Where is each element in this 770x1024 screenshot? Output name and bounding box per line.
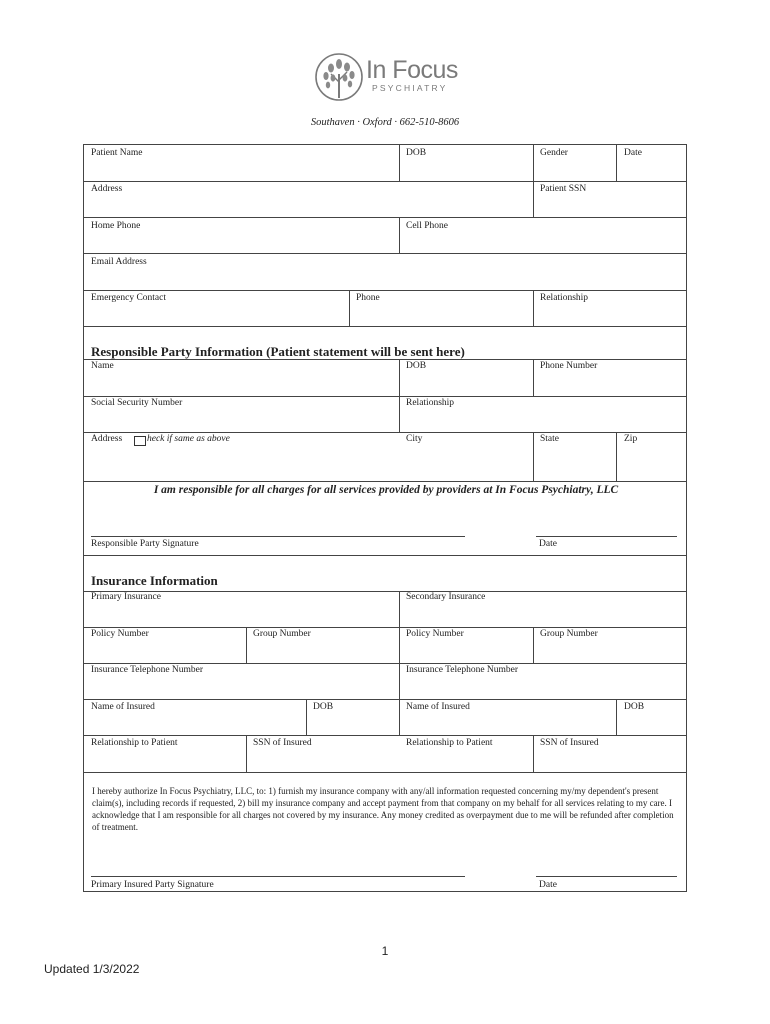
same-as-above-label: heck if same as above xyxy=(147,434,230,444)
column-divider xyxy=(246,735,247,772)
row-divider xyxy=(84,699,686,700)
responsible-dob-field[interactable]: DOB xyxy=(406,361,427,371)
column-divider xyxy=(399,359,400,432)
row-divider xyxy=(84,735,686,736)
secondary-insured-dob-field[interactable]: DOB xyxy=(624,702,645,712)
patient-ssn-field[interactable]: Patient SSN xyxy=(540,184,587,194)
primary-policy-number-field[interactable]: Policy Number xyxy=(91,629,149,639)
primary-insured-dob-field[interactable]: DOB xyxy=(313,702,334,712)
patient-dob-field[interactable]: DOB xyxy=(406,148,427,158)
secondary-group-number-field[interactable]: Group Number xyxy=(540,629,598,639)
row-divider xyxy=(84,481,686,482)
brand-subtitle: PSYCHIATRY xyxy=(372,83,448,93)
emergency-relationship-field[interactable]: Relationship xyxy=(540,293,589,303)
column-divider xyxy=(399,217,400,253)
column-divider xyxy=(533,735,534,772)
responsible-date-line[interactable] xyxy=(536,536,677,537)
brand-name: In Focus xyxy=(366,56,458,84)
column-divider xyxy=(533,145,534,217)
column-divider xyxy=(533,432,534,481)
row-divider xyxy=(84,217,686,218)
column-divider xyxy=(349,290,350,326)
secondary-insured-name-field[interactable]: Name of Insured xyxy=(406,702,470,712)
secondary-telephone-field[interactable]: Insurance Telephone Number xyxy=(406,665,519,675)
column-divider xyxy=(616,699,617,735)
primary-insured-name-field[interactable]: Name of Insured xyxy=(91,702,155,712)
emergency-contact-field[interactable]: Emergency Contact xyxy=(91,293,167,303)
secondary-policy-number-field[interactable]: Policy Number xyxy=(406,629,464,639)
row-divider xyxy=(84,290,686,291)
column-divider xyxy=(246,627,247,663)
locations-line: Southaven · Oxford · 662-510-8606 xyxy=(310,117,460,128)
tree-logo-icon xyxy=(314,52,364,102)
logo xyxy=(314,50,464,106)
responsible-zip-field[interactable]: Zip xyxy=(624,434,638,444)
responsible-signature-label: Responsible Party Signature xyxy=(91,539,199,549)
email-address-field[interactable]: Email Address xyxy=(91,257,147,267)
primary-telephone-field[interactable]: Insurance Telephone Number xyxy=(91,665,204,675)
column-divider xyxy=(616,145,617,181)
row-divider xyxy=(84,772,686,773)
row-divider xyxy=(84,253,686,254)
column-divider xyxy=(306,699,307,735)
row-divider xyxy=(84,432,686,433)
responsible-party-heading: Responsible Party Information (Patient statement will be sent here) xyxy=(91,344,465,359)
secondary-relationship-field[interactable]: Relationship to Patient xyxy=(406,738,493,748)
responsible-name-field[interactable]: Name xyxy=(91,361,114,371)
responsible-city-field[interactable]: City xyxy=(406,434,423,444)
address-field[interactable]: Address xyxy=(91,184,123,194)
primary-ssn-insured-field[interactable]: SSN of Insured xyxy=(253,738,312,748)
registration-form xyxy=(83,144,687,892)
insured-date-line[interactable] xyxy=(536,876,677,877)
secondary-insurance-field[interactable]: Secondary Insurance xyxy=(406,592,486,602)
home-phone-field[interactable]: Home Phone xyxy=(91,221,141,231)
column-divider xyxy=(616,432,617,481)
column-divider xyxy=(399,591,400,735)
responsibility-statement: I am responsible for all charges for all services provided by providers at In Focus Psychiatry, LLC xyxy=(153,484,619,496)
row-divider xyxy=(84,555,686,556)
insurance-heading: Insurance Information xyxy=(91,573,218,588)
insured-date-label: Date xyxy=(539,880,557,890)
page-number: 1 xyxy=(381,944,389,958)
gender-field[interactable]: Gender xyxy=(540,148,568,158)
column-divider xyxy=(533,627,534,663)
column-divider xyxy=(533,290,534,326)
responsible-signature-line[interactable] xyxy=(91,536,465,537)
insured-signature-line[interactable] xyxy=(91,876,465,877)
insured-signature-label: Primary Insured Party Signature xyxy=(91,880,214,890)
row-divider xyxy=(84,181,686,182)
primary-group-number-field[interactable]: Group Number xyxy=(253,629,311,639)
column-divider xyxy=(533,359,534,396)
column-divider xyxy=(399,145,400,181)
emergency-phone-field[interactable]: Phone xyxy=(356,293,380,303)
responsible-relationship-field[interactable]: Relationship xyxy=(406,398,455,408)
row-divider xyxy=(84,663,686,664)
row-divider xyxy=(84,591,686,592)
primary-relationship-field[interactable]: Relationship to Patient xyxy=(91,738,178,748)
updated-date: Updated 1/3/2022 xyxy=(44,962,140,976)
responsible-ssn-field[interactable]: Social Security Number xyxy=(91,398,183,408)
row-divider xyxy=(84,396,686,397)
authorization-text: I hereby authorize In Focus Psychiatry, LLC, to: 1) furnish my insurance company with any/all information requested concerning my/my dependent's present claim(s), including records if requested, 2) bill my insurance company and accept payment from that company on my behalf for all services relating to my care. I acknowledge that I am responsible for all charges not covered by my insurance. Any money credited as overpayment due to me will be refunded after completion of treatment. xyxy=(92,786,674,832)
date-field[interactable]: Date xyxy=(624,148,642,158)
responsible-address-field[interactable]: Address xyxy=(91,434,123,444)
cell-phone-field[interactable]: Cell Phone xyxy=(406,221,448,231)
row-divider xyxy=(84,627,686,628)
secondary-ssn-insured-field[interactable]: SSN of Insured xyxy=(540,738,599,748)
primary-insurance-field[interactable]: Primary Insurance xyxy=(91,592,161,602)
responsible-date-label: Date xyxy=(539,539,557,549)
same-as-above-checkbox[interactable] xyxy=(134,436,146,446)
responsible-state-field[interactable]: State xyxy=(540,434,559,444)
row-divider xyxy=(84,326,686,327)
responsible-phone-field[interactable]: Phone Number xyxy=(540,361,598,371)
patient-name-field[interactable]: Patient Name xyxy=(91,148,143,158)
